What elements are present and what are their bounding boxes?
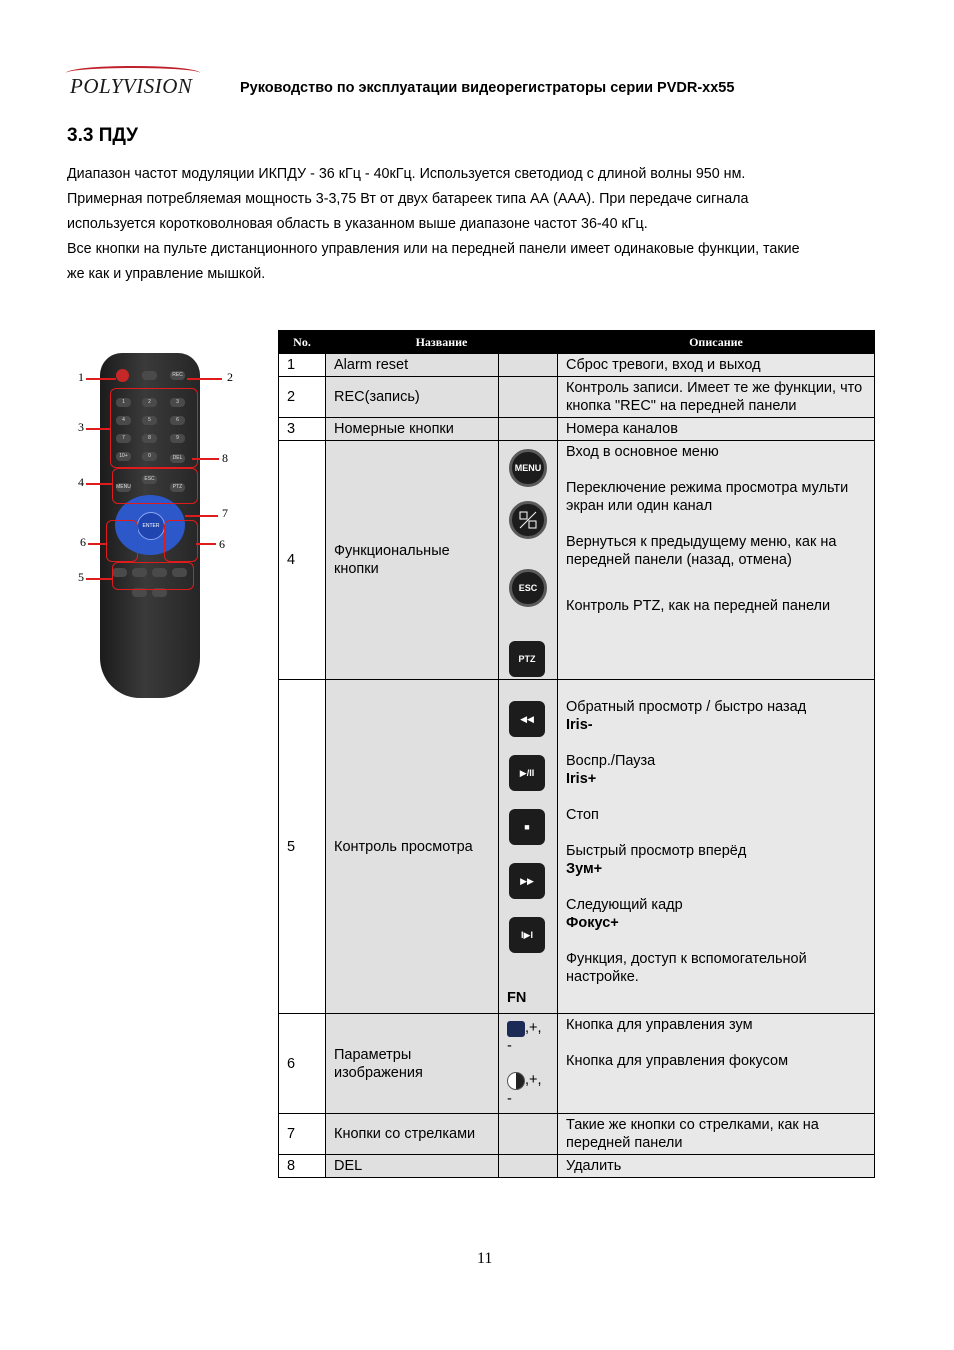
digit-button: 4 [116, 416, 131, 425]
table-row [279, 377, 875, 418]
cell-desc: Такие же кнопки со стрелками, как на передней панели [558, 1114, 875, 1155]
cell-icon [499, 1114, 558, 1155]
digit-button: 1 [116, 398, 131, 407]
logo-text: POLYVISION [70, 74, 193, 98]
callout-number: 7 [222, 506, 228, 520]
callout-line [196, 543, 216, 545]
stop-icon: ■ [509, 809, 545, 845]
intro-line: используется коротковолновая область в указанном выше диапазоне частот 36-40 кГц. [67, 216, 648, 232]
desc-play-pause: Воспр./Пауза [566, 753, 656, 769]
fast-forward-icon: ▶▶ [509, 863, 545, 899]
cell-icon [499, 418, 558, 441]
cell-icons [499, 1014, 558, 1114]
cell-icon [499, 1155, 558, 1178]
rec-button-illustration: REC [170, 371, 185, 380]
intro-text [67, 162, 907, 287]
section-title: 3.3 ПДУ [67, 125, 138, 146]
rewind-icon: ◀◀ [509, 701, 545, 737]
callout-number: 8 [222, 451, 228, 465]
digit-button: 5 [142, 416, 157, 425]
esc-icon: ESC [509, 569, 547, 607]
cell-no: 7 [279, 1114, 326, 1155]
callout-line [185, 515, 218, 517]
enter-button-illustration: ENTER [137, 512, 165, 540]
document-header-title: Руководство по эксплуатации видеорегистраторы серии PVDR-xx55 [240, 80, 735, 96]
cell-icons [499, 441, 558, 680]
focus-icon-dash: - [507, 1090, 512, 1107]
callout-line [192, 458, 219, 460]
focus-icon-suffix: ,+, [525, 1072, 542, 1089]
cell-name: REC(запись) [326, 377, 499, 418]
multiscreen-icon [509, 501, 547, 539]
intro-line: Диапазон частот модуляции ИКПДУ - 36 кГц - 40кГц. Используется светодиод с длиной волны 950 нм. [67, 166, 746, 182]
cell-no: 4 [279, 441, 326, 680]
intro-line: Примерная потребляемая мощность 3-3,75 Вт от двух батареек типа АА (ААА). При передаче сигнала [67, 191, 749, 207]
digit-button: 7 [116, 434, 131, 443]
intro-line: же как и управление мышкой. [67, 266, 266, 282]
cell-no: 8 [279, 1155, 326, 1178]
desc-fn: Функция, доступ к вспомогательной настройке. [566, 951, 807, 985]
cell-no: 3 [279, 418, 326, 441]
desc-ptz: Контроль PTZ, как на передней панели [566, 598, 831, 614]
callout-line [86, 428, 110, 430]
digit-button: 8 [142, 434, 157, 443]
cell-name: Номерные кнопки [326, 418, 499, 441]
cell-name: Параметры изображения [326, 1014, 499, 1114]
desc-esc: Вернуться к предыдущему меню, как на передней панели (назад, отмена) [566, 534, 837, 568]
next-frame-icon: I▶I [509, 917, 545, 953]
menu-icon: MENU [509, 449, 547, 487]
cell-desc [558, 441, 875, 680]
desc-rewind-bold: Iris- [566, 717, 593, 733]
cell-desc: Сброс тревоги, вход и выход [558, 354, 875, 377]
alarm-button-illustration [116, 369, 129, 382]
callout-number: 4 [78, 475, 84, 489]
desc-focus: Кнопка для управления фокусом [566, 1053, 789, 1069]
callout-line [86, 378, 116, 380]
digit-button: 0 [142, 452, 157, 461]
ptz-button-illustration: PTZ [170, 483, 185, 492]
desc-next-frame-bold: Фокус+ [566, 915, 619, 931]
cell-name: Функциональные кнопки [326, 441, 499, 680]
play-pause-icon: ▶/II [509, 755, 545, 791]
digit-button: 2 [142, 398, 157, 407]
cell-desc: Удалить [558, 1155, 875, 1178]
desc-menu: Вход в основное меню [566, 444, 719, 460]
desc-fast-forward-bold: Зум+ [566, 861, 603, 877]
desc-next-frame: Следующий кадр [566, 897, 683, 913]
digit-button: 3 [170, 398, 185, 407]
table-row [279, 680, 875, 1014]
cell-name: Alarm reset [326, 354, 499, 377]
zoom-icon-suffix: ,+, [525, 1020, 542, 1037]
callout-line [88, 543, 106, 545]
cell-icon [499, 377, 558, 418]
cell-name: Кнопки со стрелками [326, 1114, 499, 1155]
desc-stop: Стоп [566, 807, 599, 823]
highlight-box-digits [110, 388, 198, 468]
remote-illustration [72, 350, 252, 710]
fn-label: FN [507, 989, 527, 1006]
highlight-box-right [164, 520, 198, 562]
remote-blank-button [142, 371, 157, 380]
callout-number: 1 [78, 370, 84, 384]
del-button-illustration: DEL [170, 454, 185, 463]
table-row [279, 441, 875, 680]
brightness-icon [507, 1021, 525, 1037]
desc-zoom: Кнопка для управления зум [566, 1017, 753, 1033]
cell-icons [499, 680, 558, 1014]
callout-number: 6 [80, 535, 86, 549]
callout-number: 5 [78, 570, 84, 584]
digit-button: 9 [170, 434, 185, 443]
table-row [279, 1114, 875, 1155]
cell-icon [499, 354, 558, 377]
table-row [279, 354, 875, 377]
polyvision-logo [66, 66, 200, 102]
callout-number: 2 [227, 370, 233, 384]
cell-no: 2 [279, 377, 326, 418]
cell-desc [558, 1014, 875, 1114]
digit-button: 6 [170, 416, 185, 425]
remote-buttons-table [278, 330, 875, 1178]
table-row [279, 418, 875, 441]
header-name: Название [326, 331, 558, 354]
callout-number: 3 [78, 420, 84, 434]
table-row [279, 1014, 875, 1114]
cell-desc: Номера каналов [558, 418, 875, 441]
cell-name: DEL [326, 1155, 499, 1178]
zoom-icon-dash: - [507, 1038, 512, 1055]
page-number: 11 [477, 1250, 493, 1267]
zoom-icon-line [507, 1019, 549, 1037]
cell-desc: Контроль записи. Имеет те же функции, что кнопка "REC" на передней панели [558, 377, 875, 418]
desc-multiscreen: Переключение режима просмотра мульти экран или один канал [566, 480, 849, 514]
callout-number: 6 [219, 537, 225, 551]
cell-no: 6 [279, 1014, 326, 1114]
cell-no: 1 [279, 354, 326, 377]
table-header-row [279, 331, 875, 354]
menu-button-illustration: MENU [116, 484, 131, 490]
ten-plus-button: 10+ [116, 452, 131, 461]
intro-line: Все кнопки на пульте дистанционного управления или на передней панели имеет одинаковые функции, такие [67, 241, 800, 257]
cell-no: 5 [279, 680, 326, 1014]
ptz-icon: PTZ [509, 641, 545, 677]
highlight-box-playback [112, 562, 194, 590]
header-no: No. [279, 331, 326, 354]
highlight-box-function [112, 468, 198, 504]
focus-icon-line [507, 1071, 549, 1089]
callout-line [187, 378, 222, 380]
esc-button-illustration: ESC [142, 475, 157, 484]
desc-play-pause-bold: Iris+ [566, 771, 597, 787]
desc-rewind: Обратный просмотр / быстро назад [566, 699, 807, 715]
desc-fast-forward: Быстрый просмотр вперёд [566, 843, 747, 859]
cell-desc [558, 680, 875, 1014]
header-description: Описание [558, 331, 875, 354]
cell-name: Контроль просмотра [326, 680, 499, 1014]
contrast-icon [507, 1072, 525, 1090]
highlight-box-left [106, 520, 138, 562]
callout-line [86, 483, 112, 485]
callout-line [86, 578, 112, 580]
table-row [279, 1155, 875, 1178]
